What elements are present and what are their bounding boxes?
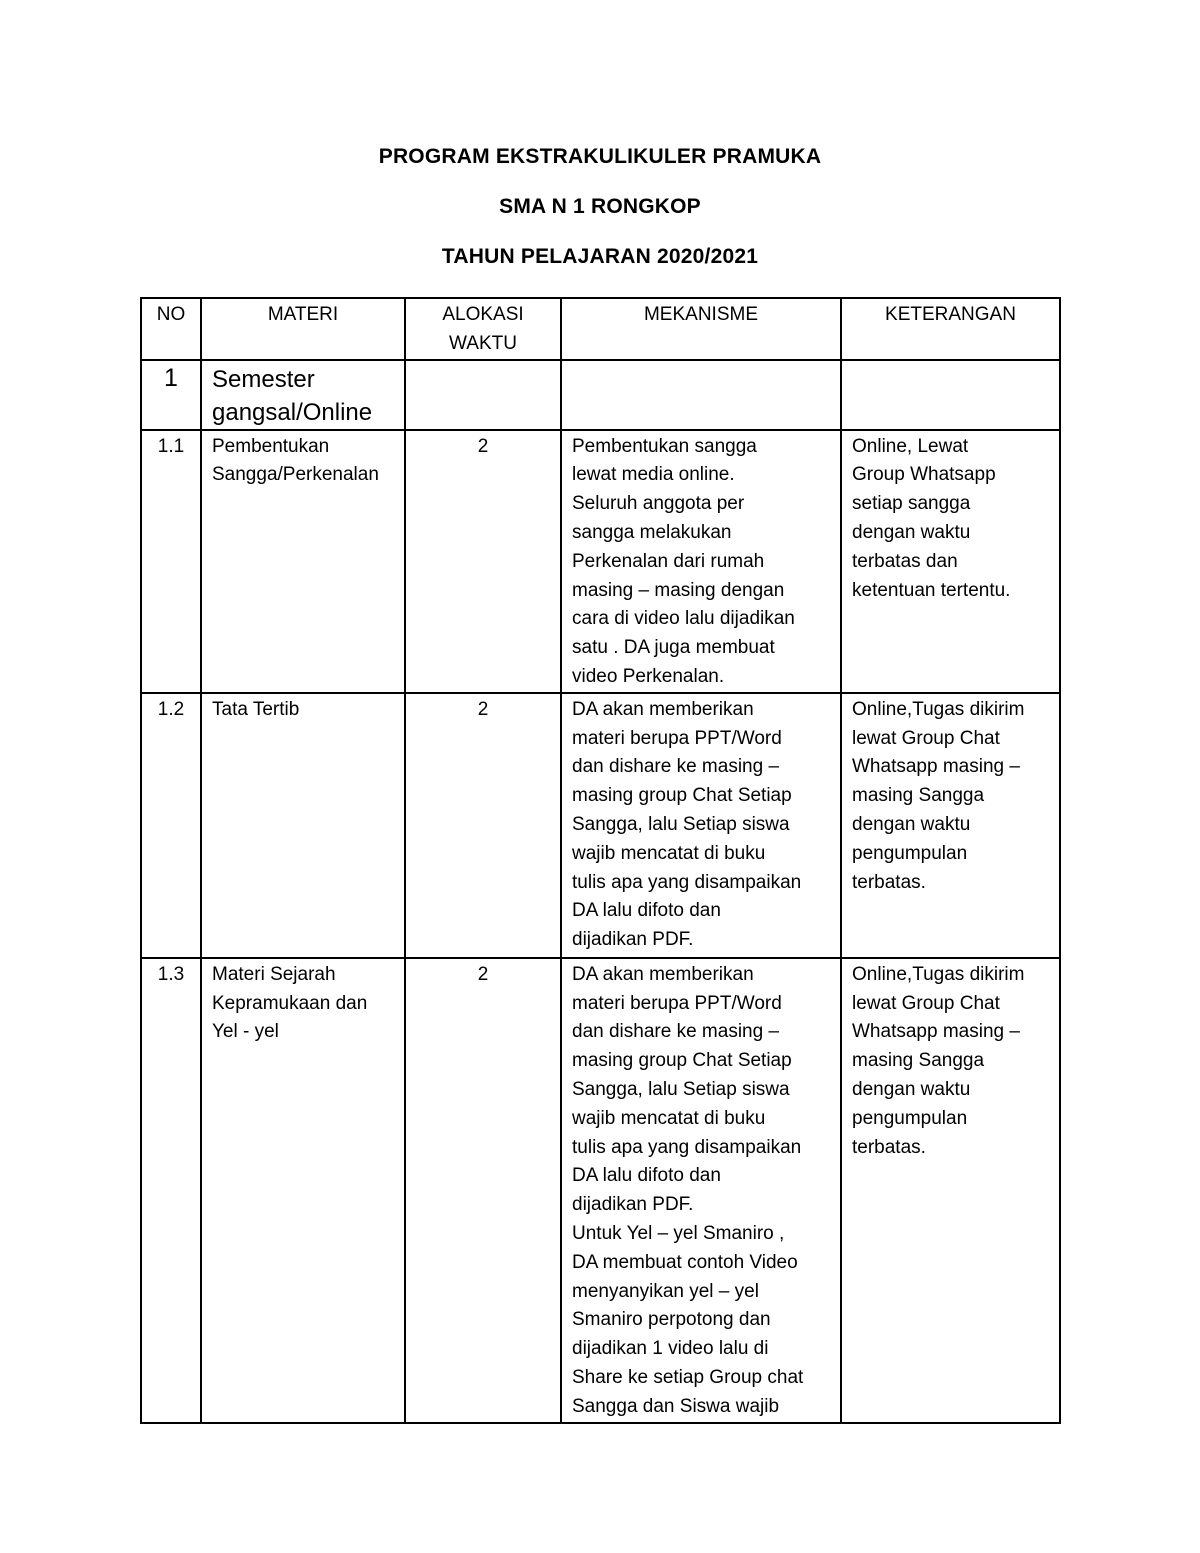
keterangan-line: Online,Tugas dikirim (852, 698, 1025, 720)
mekanisme-line: DA lalu difoto dan (572, 900, 721, 922)
semester-number: 1 (141, 360, 201, 430)
mekanisme-line: tulis apa yang disampaikan (572, 1136, 802, 1158)
mekanisme-line: DA akan memberikan (572, 698, 754, 720)
keterangan-line: lewat Group Chat (852, 727, 1000, 749)
mekanisme-line: Sangga dan Siswa wajib (572, 1395, 780, 1417)
header-materi: MATERI (201, 298, 405, 360)
mekanisme-line: Share ke setiap Group chat (572, 1366, 804, 1388)
keterangan-cell (841, 430, 1060, 693)
keterangan-line: Whatsapp masing – (852, 1021, 1020, 1043)
mekanisme-line: sangga melakukan (572, 521, 732, 543)
header-alokasi-line2: WAKTU (449, 332, 517, 354)
keterangan-line: masing Sangga (852, 785, 985, 807)
mekanisme-line: Seluruh anggota per (572, 493, 745, 515)
school-name: SMA N 1 RONGKOP (499, 195, 701, 218)
keterangan-line: terbatas. (852, 1136, 926, 1158)
mekanisme-line: materi berupa PPT/Word (572, 727, 782, 749)
keterangan-line: Online, Lewat (852, 435, 969, 457)
header-alokasi (405, 298, 561, 360)
materi-cell (201, 958, 405, 1423)
alokasi-cell: 2 (405, 958, 561, 1423)
keterangan-line: terbatas. (852, 871, 926, 893)
table-row (141, 958, 1060, 1423)
header-keterangan: KETERANGAN (841, 298, 1060, 360)
mekanisme-line: Smaniro perpotong dan (572, 1309, 771, 1331)
mekanisme-line: wajib mencatat di buku (572, 1107, 766, 1129)
program-table (140, 297, 1061, 1424)
keterangan-line: Whatsapp masing – (852, 756, 1020, 778)
semester-label (201, 360, 405, 430)
table-row (141, 693, 1060, 958)
mekanisme-line: dijadikan PDF. (572, 1194, 694, 1216)
keterangan-line: lewat Group Chat (852, 992, 1000, 1014)
row-number: 1.2 (141, 693, 201, 958)
mekanisme-line: DA akan memberikan (572, 963, 754, 985)
alokasi-cell: 2 (405, 430, 561, 693)
materi-line: Materi Sejarah (212, 963, 336, 985)
mekanisme-line: masing group Chat Setiap (572, 1050, 792, 1072)
mekanisme-line: Untuk Yel – yel Smaniro , (572, 1222, 785, 1244)
keterangan-line: Group Whatsapp (852, 464, 996, 486)
mekanisme-line: menyanyikan yel – yel (572, 1280, 759, 1302)
mekanisme-line: Perkenalan dari rumah (572, 550, 765, 572)
keterangan-line: ketentuan tertentu. (852, 579, 1011, 601)
mekanisme-line: DA membuat contoh Video (572, 1251, 798, 1273)
keterangan-line: dengan waktu (852, 813, 971, 835)
mekanisme-cell (561, 958, 841, 1423)
header-alokasi-line1: ALOKASI (442, 304, 524, 325)
row-number: 1.1 (141, 430, 201, 693)
program-title: PROGRAM EKSTRAKULIKULER PRAMUKA (378, 145, 822, 168)
mekanisme-line: lewat media online. (572, 464, 735, 486)
mekanisme-line: wajib mencatat di buku (572, 842, 766, 864)
mekanisme-line: tulis apa yang disampaikan (572, 871, 802, 893)
mekanisme-line: materi berupa PPT/Word (572, 992, 782, 1014)
semester-alokasi-cell (405, 360, 561, 430)
alokasi-cell: 2 (405, 693, 561, 958)
mekanisme-line: Sangga, lalu Setiap siswa (572, 813, 790, 835)
mekanisme-line: masing – masing dengan (572, 579, 785, 601)
row-number: 1.3 (141, 958, 201, 1423)
keterangan-line: terbatas dan (852, 550, 958, 572)
semester-label-line2: gangsal/Online (212, 398, 373, 426)
mekanisme-line: dijadikan 1 video lalu di (572, 1338, 769, 1360)
keterangan-cell (841, 958, 1060, 1423)
keterangan-line: Online,Tugas dikirim (852, 963, 1025, 985)
keterangan-cell (841, 693, 1060, 958)
mekanisme-line: Pembentukan sangga (572, 435, 757, 457)
table-header-row (141, 298, 1060, 360)
keterangan-line: setiap sangga (852, 493, 971, 515)
semester-label-line1: Semester (212, 365, 315, 393)
mekanisme-cell (561, 693, 841, 958)
mekanisme-line: dan dishare ke masing – (572, 756, 780, 778)
keterangan-line: pengumpulan (852, 1107, 968, 1129)
header-no: NO (141, 298, 201, 360)
materi-line: Pembentukan (212, 435, 330, 457)
materi-cell (201, 430, 405, 693)
keterangan-line: dengan waktu (852, 521, 971, 543)
materi-line: Yel - yel (212, 1021, 279, 1043)
mekanisme-line: satu . DA juga membuat (572, 637, 775, 659)
materi-line: Kepramukaan dan (212, 992, 368, 1014)
materi-line: Sangga/Perkenalan (212, 464, 379, 486)
mekanisme-line: video Perkenalan. (572, 665, 725, 687)
semester-keterangan-cell (841, 360, 1060, 430)
semester-mekanisme-cell (561, 360, 841, 430)
document-title-block (0, 143, 1200, 271)
keterangan-line: pengumpulan (852, 842, 968, 864)
mekanisme-line: masing group Chat Setiap (572, 785, 792, 807)
keterangan-line: masing Sangga (852, 1050, 985, 1072)
academic-year: TAHUN PELAJARAN 2020/2021 (441, 245, 759, 268)
mekanisme-line: Sangga, lalu Setiap siswa (572, 1078, 790, 1100)
table-body (141, 430, 1060, 1423)
mekanisme-line: dijadikan PDF. (572, 929, 694, 951)
header-mekanisme: MEKANISME (561, 298, 841, 360)
mekanisme-line: dan dishare ke masing – (572, 1021, 780, 1043)
table-row (141, 430, 1060, 693)
materi-line: Tata Tertib (212, 698, 300, 720)
mekanisme-line: cara di video lalu dijadikan (572, 608, 795, 630)
materi-cell (201, 693, 405, 958)
mekanisme-line: DA lalu difoto dan (572, 1165, 721, 1187)
semester-row (141, 360, 1060, 430)
mekanisme-cell (561, 430, 841, 693)
keterangan-line: dengan waktu (852, 1078, 971, 1100)
